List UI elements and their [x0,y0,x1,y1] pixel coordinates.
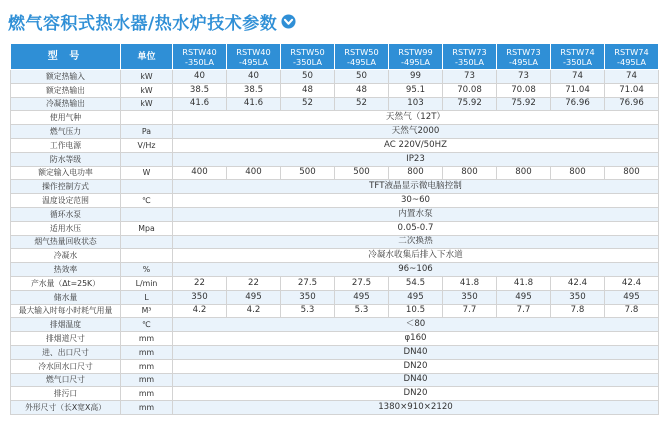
cell-value: 500 [281,166,335,180]
header-model-1: RSTW40 -495LA [227,44,281,70]
page-title [8,8,296,34]
cell-value: 70.08 [443,83,497,97]
cell-value: 48 [335,83,389,97]
cell-value: 73 [443,70,497,84]
table-row [11,166,659,180]
row-label: 燃气压力 [11,125,121,139]
table-row [11,249,659,263]
cell-value: 800 [551,166,605,180]
cell-value: 103 [389,97,443,111]
header-model-6: RSTW73 -495LA [497,44,551,70]
cell-span-value: AC 220V/50HZ [173,138,659,152]
table-row [11,387,659,401]
cell-value: 500 [335,166,389,180]
row-unit: M³ [121,304,173,318]
table-row [11,373,659,387]
row-label: 循环水泵 [11,207,121,221]
cell-value: 495 [497,290,551,304]
header-model-0: RSTW40 -350LA [173,44,227,70]
table-row [11,345,659,359]
table-row [11,332,659,346]
cell-value: 41.6 [227,97,281,111]
row-label: 产水量（Δt=25K） [11,276,121,290]
cell-value: 495 [389,290,443,304]
header-unit: 单位 [121,44,173,70]
cell-value: 7.8 [605,304,659,318]
cell-span-value: 天然气（12T） [173,111,659,125]
cell-span-value: DN40 [173,345,659,359]
cell-value: 41.8 [443,276,497,290]
cell-value: 52 [335,97,389,111]
row-unit: mm [121,345,173,359]
header-model-3: RSTW50 -495LA [335,44,389,70]
cell-value: 73 [497,70,551,84]
header-model-4: RSTW99 -495LA [389,44,443,70]
cell-span-value: φ160 [173,332,659,346]
cell-value: 350 [281,290,335,304]
row-unit [121,111,173,125]
cell-value: 7.8 [551,304,605,318]
cell-value: 52 [281,97,335,111]
row-unit: ℃ [121,194,173,208]
row-unit: ℃ [121,318,173,332]
cell-span-value: 1380×910×2120 [173,401,659,415]
row-unit: Pa [121,125,173,139]
row-unit [121,249,173,263]
row-label: 最大输入时每小时耗气用量 [11,304,121,318]
row-label: 操作控制方式 [11,180,121,194]
row-unit [121,235,173,249]
header-model-7: RSTW74 -350LA [551,44,605,70]
cell-value: 5.3 [281,304,335,318]
row-unit: kW [121,97,173,111]
table-row [11,304,659,318]
cell-value: 75.92 [443,97,497,111]
cell-span-value: 冷凝水收集后排入下水道 [173,249,659,263]
cell-value: 7.7 [497,304,551,318]
row-label: 热效率 [11,263,121,277]
cell-value: 495 [335,290,389,304]
row-label: 排污口 [11,387,121,401]
table-row [11,263,659,277]
row-label: 储水量 [11,290,121,304]
cell-value: 800 [443,166,497,180]
row-unit: L [121,290,173,304]
cell-value: 800 [605,166,659,180]
table-body [11,70,659,415]
cell-value: 40 [173,70,227,84]
row-label: 冷凝热输出 [11,97,121,111]
cell-span-value: 天然气2000 [173,125,659,139]
row-unit: V/Hz [121,138,173,152]
table-row [11,401,659,415]
row-label: 适用水压 [11,221,121,235]
row-unit: mm [121,401,173,415]
row-label: 燃气口尺寸 [11,373,121,387]
table-row [11,97,659,111]
cell-value: 800 [497,166,551,180]
row-label: 额定输入电功率 [11,166,121,180]
row-unit: mm [121,373,173,387]
table-row [11,194,659,208]
cell-span-value: DN40 [173,373,659,387]
cell-value: 495 [227,290,281,304]
cell-value: 350 [173,290,227,304]
row-unit: W [121,166,173,180]
cell-value: 38.5 [227,83,281,97]
cell-value: 495 [605,290,659,304]
cell-span-value: DN20 [173,359,659,373]
row-unit: mm [121,332,173,346]
table-row [11,70,659,84]
header-model-5: RSTW73 -350LA [443,44,497,70]
header-model: 型 号 [11,44,121,70]
row-unit: kW [121,70,173,84]
row-unit: kW [121,83,173,97]
cell-value: 95.1 [389,83,443,97]
cell-value: 76.96 [605,97,659,111]
table-header-row [11,44,659,70]
cell-value: 38.5 [173,83,227,97]
row-unit [121,180,173,194]
row-label: 温度设定范围 [11,194,121,208]
table-row [11,83,659,97]
cell-value: 71.04 [551,83,605,97]
table-row [11,180,659,194]
row-unit: Mpa [121,221,173,235]
row-label: 额定热输出 [11,83,121,97]
row-label: 排烟道尺寸 [11,332,121,346]
chevron-down-circle-icon [281,14,296,29]
cell-span-value: 30~60 [173,194,659,208]
row-label: 烟气热量回收状态 [11,235,121,249]
cell-value: 400 [173,166,227,180]
row-unit: mm [121,359,173,373]
cell-value: 10.5 [389,304,443,318]
row-label: 外形尺寸（长X宽X高） [11,401,121,415]
row-unit: mm [121,387,173,401]
header-model-8: RSTW74 -495LA [605,44,659,70]
cell-value: 74 [551,70,605,84]
cell-span-value: IP23 [173,152,659,166]
spec-table [10,43,659,415]
cell-value: 350 [551,290,605,304]
cell-value: 50 [335,70,389,84]
cell-span-value: 二次换热 [173,235,659,249]
row-unit: L/min [121,276,173,290]
row-label: 冷水回水口尺寸 [11,359,121,373]
cell-value: 41.6 [173,97,227,111]
cell-value: 4.2 [227,304,281,318]
cell-span-value: ＜80 [173,318,659,332]
cell-value: 800 [389,166,443,180]
cell-value: 70.08 [497,83,551,97]
cell-value: 99 [389,70,443,84]
table-row [11,125,659,139]
cell-value: 350 [443,290,497,304]
row-label: 工作电源 [11,138,121,152]
table-row [11,276,659,290]
table-row [11,138,659,152]
cell-value: 40 [227,70,281,84]
table-row [11,111,659,125]
cell-value: 22 [227,276,281,290]
cell-value: 5.3 [335,304,389,318]
page-title-text: 燃气容积式热水器/热水炉技术参数 [8,13,278,34]
table-row [11,318,659,332]
table-row [11,359,659,373]
row-label: 使用气种 [11,111,121,125]
cell-span-value: DN20 [173,387,659,401]
row-label: 冷凝水 [11,249,121,263]
cell-value: 27.5 [335,276,389,290]
row-label: 进、出口尺寸 [11,345,121,359]
row-unit: % [121,263,173,277]
cell-value: 75.92 [497,97,551,111]
cell-value: 74 [605,70,659,84]
row-label: 额定热输入 [11,70,121,84]
cell-value: 22 [173,276,227,290]
cell-value: 50 [281,70,335,84]
cell-value: 4.2 [173,304,227,318]
cell-value: 54.5 [389,276,443,290]
cell-value: 7.7 [443,304,497,318]
cell-value: 48 [281,83,335,97]
table-row [11,290,659,304]
row-label: 防水等级 [11,152,121,166]
cell-span-value: 内置水泵 [173,207,659,221]
cell-value: 71.04 [605,83,659,97]
cell-value: 76.96 [551,97,605,111]
cell-span-value: 96~106 [173,263,659,277]
table-row [11,207,659,221]
header-model-2: RSTW50 -350LA [281,44,335,70]
row-label: 排烟温度 [11,318,121,332]
cell-span-value: TFT液晶显示微电脑控制 [173,180,659,194]
table-row [11,221,659,235]
cell-value: 42.4 [551,276,605,290]
cell-value: 400 [227,166,281,180]
cell-value: 41.8 [497,276,551,290]
row-unit [121,152,173,166]
cell-value: 42.4 [605,276,659,290]
table-row [11,235,659,249]
cell-value: 27.5 [281,276,335,290]
cell-span-value: 0.05-0.7 [173,221,659,235]
row-unit [121,207,173,221]
table-row [11,152,659,166]
